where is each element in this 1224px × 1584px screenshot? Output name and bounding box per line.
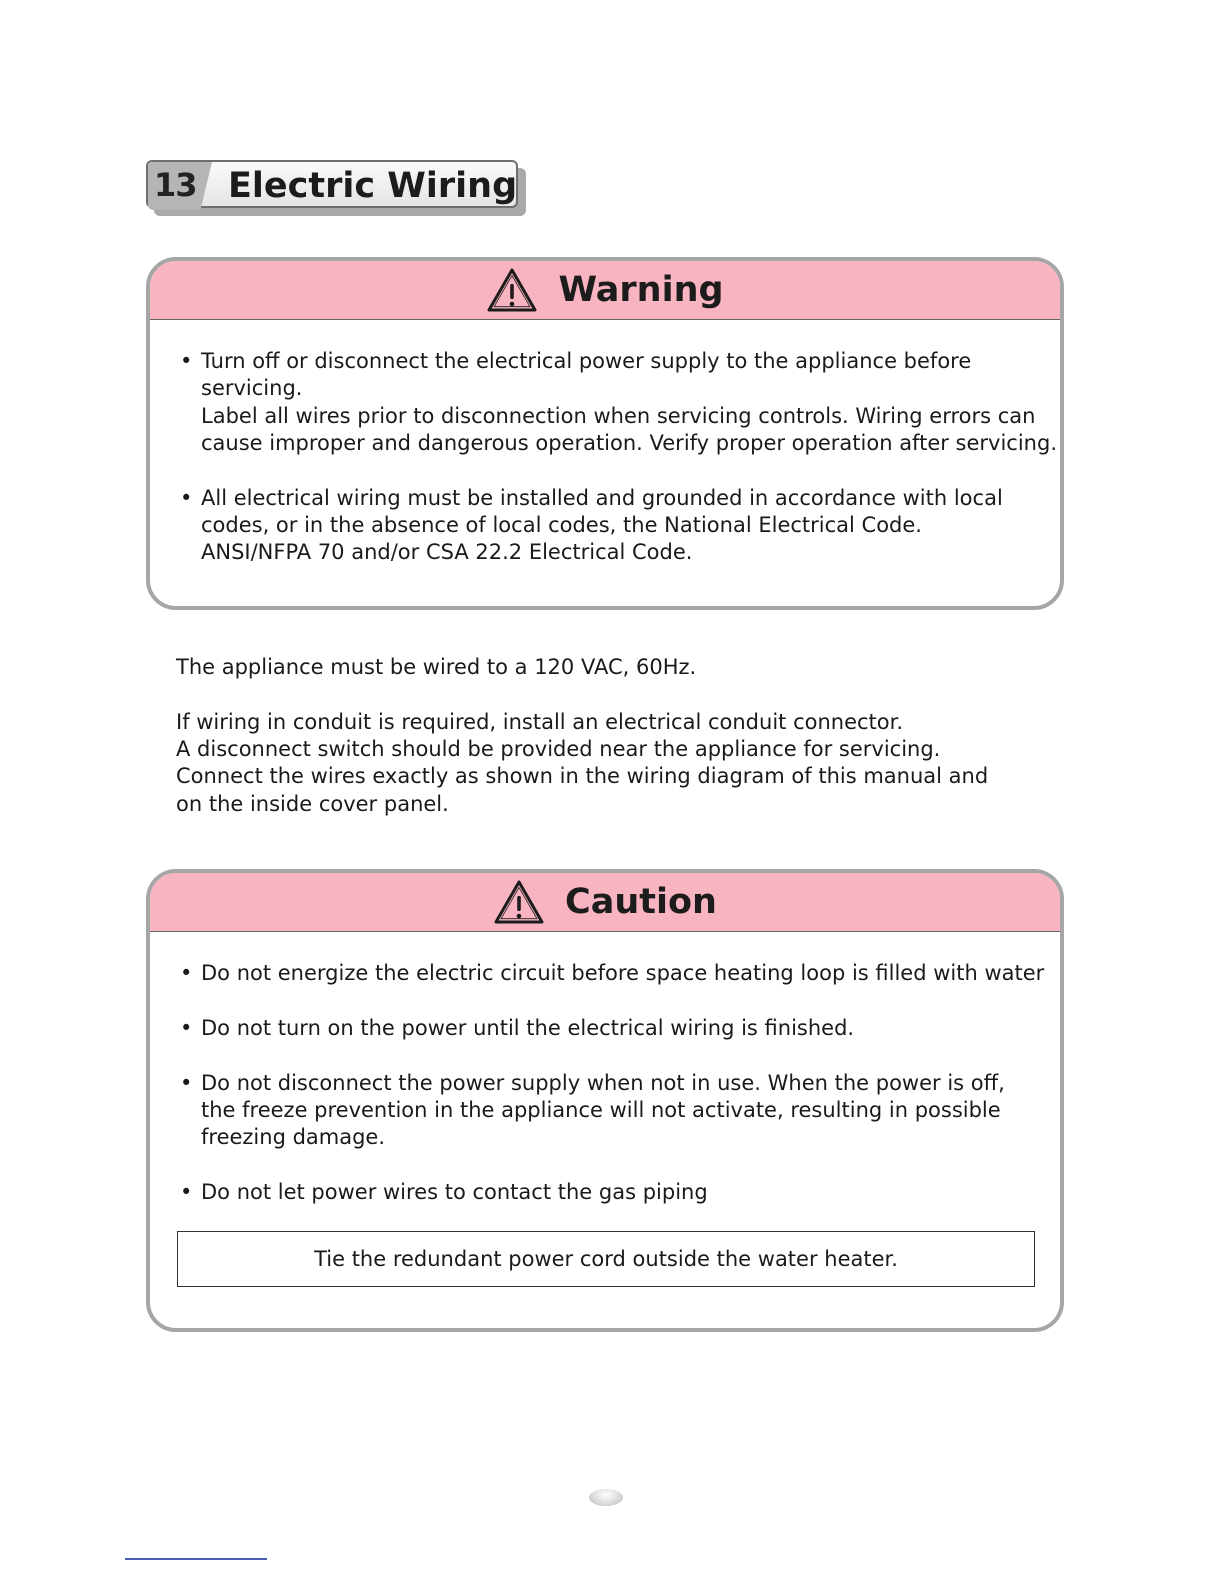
page-number-oval-icon [589,1489,623,1506]
section-header-tab [146,160,518,208]
warning-bullet-1-line-1: Turn off or disconnect the electrical power supply to the appliance before [201,349,972,373]
warning-header [150,261,1060,320]
warning-bullet-2-line-2: codes, or in the absence of local codes, the National Electrical Code. [201,513,922,537]
warning-bullet-2-line-1: All electrical wiring must be installed and grounded in accordance with local [201,486,1003,510]
footer-rule [125,1558,267,1560]
warning-bullet-1-line-2: servicing. [201,376,303,400]
caution-bullet-marker: • [180,961,193,985]
caution-title: Caution [565,882,717,922]
caution-note-text: Tie the redundant power cord outside the water heater. [314,1247,898,1271]
caution-box [146,869,1064,1332]
caution-bullet-marker: • [180,1071,193,1095]
caution-bullet-2: Do not turn on the power until the electrical wiring is finished. [201,1016,855,1040]
warning-bullet-2-line-3: ANSI/NFPA 70 and/or CSA 22.2 Electrical Code. [201,540,693,564]
warning-bullet-1-line-4: cause improper and dangerous operation. Verify proper operation after servicing. [201,431,1057,455]
body-paragraph-line-1: If wiring in conduit is required, install an electrical conduit connector. [176,710,904,734]
caution-bullet-3-line-1: Do not disconnect the power supply when not in use. When the power is off, [201,1071,1005,1095]
warning-triangle-icon [486,267,538,313]
warning-title: Warning [558,270,724,310]
body-paragraph-line-3: Connect the wires exactly as shown in the wiring diagram of this manual and [176,764,989,788]
warning-bullet-1-line-3: Label all wires prior to disconnection when servicing controls. Wiring errors can [201,404,1036,428]
section-title: Electric Wiring [228,166,518,206]
caution-bullet-3-line-3: freezing damage. [201,1125,386,1149]
section-header [146,160,526,216]
warning-bullet-marker: • [180,349,193,373]
caution-bullet-3-line-2: the freeze prevention in the appliance will not activate, resulting in possible [201,1098,1001,1122]
caution-bullet-marker: • [180,1180,193,1204]
section-number: 13 [154,166,197,204]
caution-header [150,873,1060,932]
warning-bullet-marker: • [180,486,193,510]
caution-bullet-1: Do not energize the electric circuit before space heating loop is filled with water [201,961,1045,985]
body-paragraph-line-4: on the inside cover panel. [176,792,449,816]
body-paragraph-voltage: The appliance must be wired to a 120 VAC, 60Hz. [176,655,697,679]
warning-box [146,257,1064,610]
body-paragraph-line-2: A disconnect switch should be provided near the appliance for servicing. [176,737,941,761]
caution-bullet-marker: • [180,1016,193,1040]
caution-note-box [177,1231,1035,1287]
caution-bullet-4: Do not let power wires to contact the gas piping [201,1180,708,1204]
warning-triangle-icon [493,879,545,925]
